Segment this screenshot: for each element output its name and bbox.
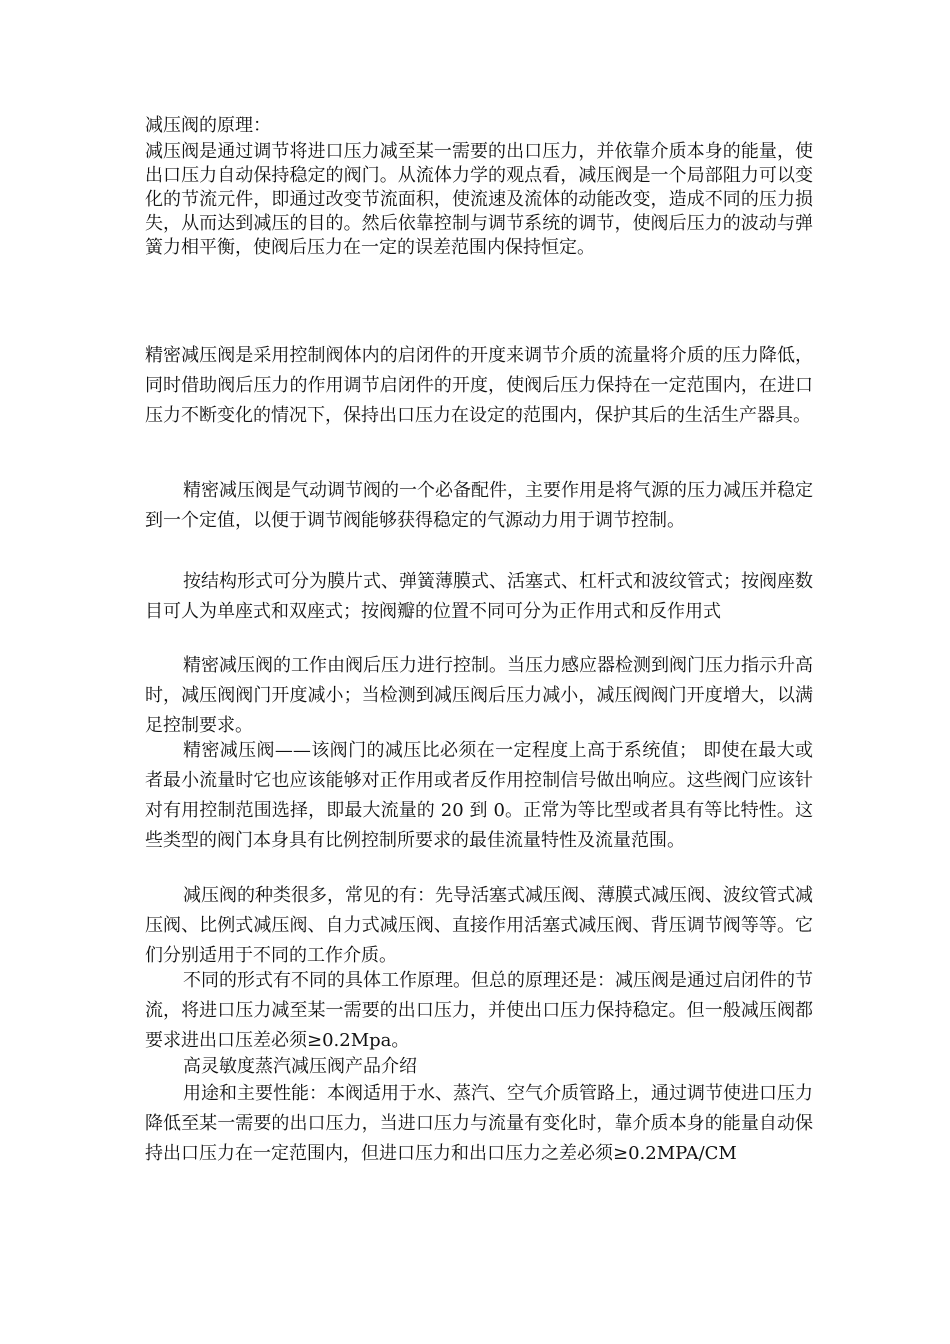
- paragraph-valve-kinds: 减压阀的种类很多，常见的有：先导活塞式减压阀、薄膜式减压阀、波纹管式减压阀、比例式减压阀、自力式减压阀、直接作用活塞式减压阀、背压调节阀等等。它们分别适用于不同的工作介质。: [145, 885, 813, 966]
- paragraph-precision-valve: 精密减压阀是采用控制阀体内的启闭件的开度来调节介质的流量将介质的压力降低，同时借助阀后压力的作用调节启闭件的开度，使阀后压力保持在一定范围内，在进口压力不断变化的情况下，保持出口压力在设定的范围内，保护其后的生活生产器具。: [145, 345, 813, 426]
- paragraph-general-principle: 不同的形式有不同的具体工作原理。但总的原理还是：减压阀是通过启闭件的节流，将进口压力减至某一需要的出口压力，并使出口压力保持稳定。但一般减压阀都要求进出口压差必须≥0.2Mpa。: [145, 970, 813, 1051]
- section-heading-product: 高灵敏度蒸汽减压阀产品介绍: [183, 1056, 417, 1077]
- paragraph-structure-types: 按结构形式可分为膜片式、弹簧薄膜式、活塞式、杠杆式和波纹管式；按阀座数目可人为单座式和双座式；按阀瓣的位置不同可分为正作用式和反作用式: [145, 571, 813, 622]
- document-title: 减压阀的原理：: [145, 115, 271, 136]
- paragraph-pneumatic-accessory: 精密减压阀是气动调节阀的一个必备配件，主要作用是将气源的压力减压并稳定到一个定值，以便于调节阀能够获得稳定的气源动力用于调节控制。: [145, 480, 813, 531]
- paragraph-usage-performance: 用途和主要性能：本阀适用于水、蒸汽、空气介质管路上，通过调节使进口压力降低至某一需要的出口压力，当进口压力与流量有变化时，靠介质本身的能量自动保持出口压力在一定范围内，但进口压力和出口压力之差必须≥0.2MPA/CM: [145, 1083, 813, 1164]
- paragraph-reduction-ratio: 精密减压阀——该阀门的减压比必须在一定程度上高于系统值； 即使在最大或者最小流量时它也应该能够对正作用或者反作用控制信号做出响应。这些阀门应该针对有用控制范围选择，即最大流量的 20 到 0。正常为等比型或者具有等比特性。这些类型的阀门本身具有比例控制所要求的最佳流量特性及流量范围。: [145, 740, 813, 851]
- paragraph-control-mode: 精密减压阀的工作由阀后压力进行控制。当压力感应器检测到阀门压力指示升高时，减压阀阀门开度减小；当检测到减压阀后压力减小，减压阀阀门开度增大，以满足控制要求。: [145, 655, 813, 736]
- paragraph-principle: 减压阀是通过调节将进口压力减至某一需要的出口压力，并依靠介质本身的能量，使出口压力自动保持稳定的阀门。从流体力学的观点看，减压阀是一个局部阻力可以变化的节流元件，即通过改变节流面积，使流速及流体的动能改变，造成不同的压力损失，从而达到减压的目的。然后依靠控制与调节系统的调节，使阀后压力的波动与弹簧力相平衡，使阀后压力在一定的误差范围内保持恒定。: [145, 141, 813, 258]
